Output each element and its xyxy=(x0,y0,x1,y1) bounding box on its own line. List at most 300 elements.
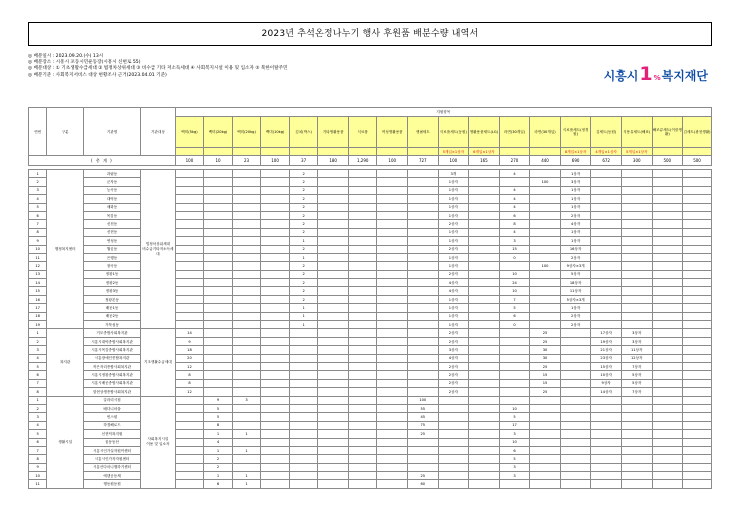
row-no: 8 xyxy=(29,388,47,396)
row-org: 시흥시대야종합사회복지관 xyxy=(84,337,141,345)
row-value xyxy=(348,287,377,295)
total-value: 10 xyxy=(204,156,233,166)
header-note xyxy=(318,148,349,156)
row-value: 3 xyxy=(232,396,261,404)
row-value: 2상자 xyxy=(438,245,469,253)
row-value: 1 xyxy=(232,446,261,454)
row-value: 3상자 xyxy=(560,178,591,186)
table-row xyxy=(29,253,712,261)
row-value: 3 xyxy=(499,472,530,480)
row-value xyxy=(530,421,561,429)
total-value: 270 xyxy=(499,156,530,166)
row-value: 21상자 xyxy=(591,346,622,354)
row-value: 11상자 xyxy=(560,287,591,295)
row-value xyxy=(469,262,500,270)
row-value xyxy=(683,329,712,337)
row-org: 시흥산다마니행하기센터 xyxy=(84,463,141,471)
row-value: 2상자 xyxy=(438,362,469,370)
row-value xyxy=(204,295,233,303)
row-value xyxy=(591,178,622,186)
row-value xyxy=(621,404,652,412)
row-value xyxy=(348,220,377,228)
row-value xyxy=(318,346,349,354)
row-value xyxy=(261,312,290,320)
row-value: 2 xyxy=(289,295,318,303)
row-value: 4 xyxy=(499,170,530,178)
row-value: 14 xyxy=(175,329,204,337)
foundation-logo: 시흥시 1 % 복지재단 xyxy=(603,62,708,85)
row-value xyxy=(621,421,652,429)
row-value: 3 xyxy=(499,430,530,438)
row-value xyxy=(591,237,622,245)
row-value xyxy=(591,421,622,429)
header-note xyxy=(652,148,683,156)
row-value xyxy=(318,446,349,454)
row-value: 1상자 xyxy=(438,178,469,186)
row-value: 1 xyxy=(289,237,318,245)
row-value xyxy=(318,211,349,219)
row-value: 1상자 xyxy=(438,321,469,329)
row-value xyxy=(377,421,408,429)
header-item: 해조류세트(이룸생활) xyxy=(652,117,683,148)
row-value xyxy=(591,455,622,463)
row-value: 15 xyxy=(499,245,530,253)
table-row xyxy=(29,295,712,303)
table-row xyxy=(29,228,712,236)
info-date: ◎ 배분일시 : 2023.09.20.(수) 13시 xyxy=(28,54,104,59)
row-value xyxy=(683,228,712,236)
row-value: 1 xyxy=(289,321,318,329)
row-value xyxy=(683,446,712,454)
row-value xyxy=(652,211,683,219)
row-value: 2상자 xyxy=(560,321,591,329)
row-value xyxy=(175,203,204,211)
row-value xyxy=(204,362,233,370)
row-value xyxy=(591,245,622,253)
total-value: 500 xyxy=(683,156,712,166)
row-value xyxy=(204,329,233,337)
row-value xyxy=(591,438,622,446)
table-row xyxy=(29,220,712,228)
row-value xyxy=(377,379,408,387)
row-value xyxy=(560,421,591,429)
row-value xyxy=(261,220,290,228)
row-value xyxy=(591,228,622,236)
row-value xyxy=(652,304,683,312)
row-value xyxy=(591,472,622,480)
row-value: 3 xyxy=(499,463,530,471)
header-item: 식료품세트(정경원) xyxy=(560,117,591,148)
row-value xyxy=(621,237,652,245)
table-row xyxy=(29,108,712,117)
row-value xyxy=(621,304,652,312)
row-value: 2 xyxy=(289,203,318,211)
row-value xyxy=(591,430,622,438)
row-value xyxy=(652,463,683,471)
row-value xyxy=(469,346,500,354)
row-value xyxy=(232,279,261,287)
row-value xyxy=(318,430,349,438)
row-value: 4상자 xyxy=(438,354,469,362)
row-value xyxy=(652,270,683,278)
row-org: 군자동 xyxy=(84,178,141,186)
row-value xyxy=(289,404,318,412)
row-value: 17 xyxy=(499,421,530,429)
row-value xyxy=(469,279,500,287)
row-value xyxy=(683,186,712,194)
row-target: 사회복지시설 이용 및 입소자 xyxy=(141,396,176,488)
row-target: 기초생활수급세대 xyxy=(141,329,176,396)
row-value xyxy=(408,354,439,362)
row-value xyxy=(232,421,261,429)
row-value xyxy=(621,170,652,178)
row-value: 3상자 xyxy=(621,329,652,337)
row-value xyxy=(318,379,349,387)
row-value xyxy=(204,287,233,295)
row-value xyxy=(408,228,439,236)
table-row xyxy=(29,329,712,337)
row-value xyxy=(469,438,500,446)
row-value xyxy=(318,178,349,186)
row-value xyxy=(348,304,377,312)
row-value xyxy=(499,178,530,186)
row-value xyxy=(408,220,439,228)
total-value: 100 xyxy=(261,156,290,166)
row-no: 19 xyxy=(29,321,47,329)
header-note xyxy=(683,148,712,156)
row-value: 14상자 xyxy=(591,388,622,396)
row-org: 에덴공동체 xyxy=(84,472,141,480)
row-value: 12상자 xyxy=(621,354,652,362)
row-value: 2 xyxy=(289,228,318,236)
row-value xyxy=(530,321,561,329)
row-value xyxy=(175,446,204,454)
row-value xyxy=(289,446,318,454)
row-value xyxy=(232,463,261,471)
row-value xyxy=(408,295,439,303)
row-value xyxy=(377,413,408,421)
row-no: 3 xyxy=(29,413,47,421)
row-value xyxy=(469,455,500,463)
row-value xyxy=(318,396,349,404)
row-value xyxy=(652,438,683,446)
row-value xyxy=(377,472,408,480)
document-page xyxy=(28,22,712,489)
row-value xyxy=(232,270,261,278)
total-value: 100 xyxy=(175,156,204,166)
row-value xyxy=(469,170,500,178)
row-value xyxy=(348,237,377,245)
row-value: 4상자 xyxy=(560,220,591,228)
row-value xyxy=(348,195,377,203)
row-value: 1상자 xyxy=(438,295,469,303)
row-value xyxy=(621,480,652,488)
row-value xyxy=(621,430,652,438)
row-value xyxy=(261,186,290,194)
row-value: 30 xyxy=(530,346,561,354)
row-value xyxy=(377,295,408,303)
row-value xyxy=(683,463,712,471)
table-row xyxy=(29,321,712,329)
row-value xyxy=(408,287,439,295)
table-row xyxy=(29,287,712,295)
row-org: 연성동 xyxy=(84,237,141,245)
row-no: 8 xyxy=(29,228,47,236)
row-value: 1 xyxy=(289,312,318,320)
row-value: 5 xyxy=(204,413,233,421)
row-value xyxy=(318,337,349,345)
row-value xyxy=(469,195,500,203)
row-value xyxy=(377,455,408,463)
row-value xyxy=(261,362,290,370)
row-org: 거북섬동 xyxy=(84,321,141,329)
row-value xyxy=(175,295,204,303)
row-value xyxy=(204,379,233,387)
row-org: 배곧2동 xyxy=(84,312,141,320)
row-org: 빈스원 xyxy=(84,413,141,421)
row-value xyxy=(621,312,652,320)
row-value xyxy=(560,396,591,404)
row-value xyxy=(652,312,683,320)
row-value xyxy=(438,430,469,438)
row-org: 하경해로드 xyxy=(84,421,141,429)
row-value: 2 xyxy=(289,220,318,228)
header-note xyxy=(499,148,530,156)
row-no: 6 xyxy=(29,438,47,446)
row-value xyxy=(683,404,712,412)
table-row xyxy=(29,270,712,278)
row-value xyxy=(318,203,349,211)
row-value xyxy=(499,362,530,370)
row-value xyxy=(530,203,561,211)
row-value xyxy=(175,312,204,320)
row-value xyxy=(438,472,469,480)
row-no: 9 xyxy=(29,463,47,471)
row-value xyxy=(348,211,377,219)
row-value xyxy=(232,354,261,362)
row-value xyxy=(560,404,591,412)
row-value xyxy=(175,396,204,404)
row-division: 행정복지센터 xyxy=(47,170,84,329)
row-value xyxy=(683,421,712,429)
row-value xyxy=(469,287,500,295)
total-label: ( 총 계 ) xyxy=(29,156,176,166)
row-org: 갈라리시집 xyxy=(84,396,141,404)
table-row xyxy=(29,211,712,219)
row-value xyxy=(438,421,469,429)
row-org: 과림동 xyxy=(84,170,141,178)
row-value xyxy=(318,413,349,421)
row-value xyxy=(261,396,290,404)
row-value xyxy=(591,270,622,278)
row-value: 4상자 xyxy=(438,287,469,295)
row-value xyxy=(530,455,561,463)
row-no: 4 xyxy=(29,195,47,203)
row-value: 17상자 xyxy=(591,329,622,337)
row-no: 1 xyxy=(29,170,47,178)
row-value xyxy=(591,170,622,178)
row-value xyxy=(348,312,377,320)
info-place: ◎ 배분장소 : 시흥시 포동시민운동장(시흥시 신현로 55) xyxy=(28,60,141,66)
row-value xyxy=(683,270,712,278)
header-item: 김세트(광천생활) xyxy=(683,117,712,148)
row-value xyxy=(652,421,683,429)
row-value xyxy=(261,287,290,295)
row-value xyxy=(175,279,204,287)
row-value xyxy=(377,388,408,396)
row-value xyxy=(377,178,408,186)
row-value xyxy=(175,472,204,480)
row-value xyxy=(499,379,530,387)
row-value: 2상자 xyxy=(438,337,469,345)
row-value xyxy=(318,312,349,320)
row-value xyxy=(377,237,408,245)
row-value xyxy=(560,362,591,370)
row-value xyxy=(621,245,652,253)
row-value xyxy=(621,463,652,471)
row-value xyxy=(318,228,349,236)
total-value: 180 xyxy=(318,156,349,166)
row-value: 2상자 xyxy=(438,220,469,228)
row-value xyxy=(318,295,349,303)
row-value xyxy=(469,430,500,438)
row-value: 30 xyxy=(530,354,561,362)
row-value xyxy=(232,237,261,245)
row-value: 6 xyxy=(499,446,530,454)
row-org: 배다니마을 xyxy=(84,404,141,412)
row-value xyxy=(683,295,712,303)
row-value xyxy=(204,186,233,194)
row-value xyxy=(318,388,349,396)
row-value xyxy=(408,245,439,253)
row-no: 11 xyxy=(29,480,47,488)
info-criteria: ◎ 배분기준 : 사회복지서비스 대상 현황조사 근거(2023.04.01 기준) xyxy=(28,72,167,78)
row-value xyxy=(530,245,561,253)
row-value xyxy=(530,446,561,454)
row-value xyxy=(318,270,349,278)
row-value xyxy=(261,329,290,337)
row-value: 0 xyxy=(499,253,530,261)
row-value xyxy=(652,245,683,253)
row-value xyxy=(621,279,652,287)
row-value xyxy=(348,371,377,379)
row-division: 복지관 xyxy=(47,329,84,396)
row-value xyxy=(408,321,439,329)
row-value: 6 xyxy=(499,211,530,219)
row-org: 정왕2동 xyxy=(84,279,141,287)
row-value xyxy=(289,362,318,370)
row-value xyxy=(377,203,408,211)
row-value xyxy=(175,170,204,178)
row-value xyxy=(318,404,349,412)
row-value xyxy=(348,329,377,337)
row-value xyxy=(652,220,683,228)
row-value xyxy=(261,203,290,211)
row-value: 1 xyxy=(232,430,261,438)
row-value xyxy=(683,430,712,438)
row-value xyxy=(348,362,377,370)
row-value xyxy=(560,472,591,480)
row-value xyxy=(560,430,591,438)
row-value xyxy=(408,237,439,245)
row-value xyxy=(204,321,233,329)
row-value xyxy=(530,237,561,245)
row-no: 13 xyxy=(29,270,47,278)
row-value xyxy=(175,237,204,245)
row-value xyxy=(530,472,561,480)
row-value xyxy=(621,253,652,261)
row-value xyxy=(318,220,349,228)
row-value xyxy=(408,270,439,278)
table-row xyxy=(29,413,712,421)
row-value: 9 xyxy=(175,337,204,345)
row-value xyxy=(204,279,233,287)
row-value xyxy=(591,480,622,488)
table-row xyxy=(29,237,712,245)
row-value xyxy=(289,455,318,463)
row-value xyxy=(377,228,408,236)
row-value xyxy=(469,203,500,211)
header-item: 라면(30개입) xyxy=(499,117,530,148)
row-value: 2 xyxy=(289,279,318,287)
row-value xyxy=(621,195,652,203)
row-value xyxy=(591,312,622,320)
table-row xyxy=(29,304,712,312)
row-value: 1상자 xyxy=(438,195,469,203)
row-no: 18 xyxy=(29,312,47,320)
row-value xyxy=(261,379,290,387)
row-value xyxy=(261,455,290,463)
row-value: 1상자 xyxy=(560,170,591,178)
row-value xyxy=(683,362,712,370)
row-value xyxy=(318,253,349,261)
row-value xyxy=(348,413,377,421)
row-value: 60 xyxy=(408,480,439,488)
header-item: 식료품 xyxy=(348,117,377,148)
row-value xyxy=(408,379,439,387)
row-value xyxy=(621,396,652,404)
total-value: 100 xyxy=(438,156,469,166)
row-value xyxy=(652,203,683,211)
row-value xyxy=(560,354,591,362)
row-value xyxy=(652,228,683,236)
row-org: 배곧1동 xyxy=(84,304,141,312)
row-value: 1 xyxy=(204,430,233,438)
row-value xyxy=(318,455,349,463)
row-value xyxy=(348,472,377,480)
row-value xyxy=(175,438,204,446)
row-value: 6 xyxy=(499,312,530,320)
row-value xyxy=(175,228,204,236)
row-value xyxy=(348,455,377,463)
header-target: 기관대상 xyxy=(141,108,176,156)
row-value xyxy=(261,472,290,480)
row-value: 2 xyxy=(289,195,318,203)
row-value: 9상자 xyxy=(591,379,622,387)
row-value xyxy=(318,262,349,270)
row-value xyxy=(232,295,261,303)
row-value xyxy=(261,295,290,303)
row-value xyxy=(204,262,233,270)
row-value: 20 xyxy=(175,354,204,362)
row-value xyxy=(591,186,622,194)
row-org: 신천동 xyxy=(84,220,141,228)
row-value xyxy=(560,463,591,471)
row-value xyxy=(232,170,261,178)
row-value xyxy=(318,304,349,312)
header-note: 4개입×1상자 xyxy=(591,148,622,156)
row-value xyxy=(530,295,561,303)
